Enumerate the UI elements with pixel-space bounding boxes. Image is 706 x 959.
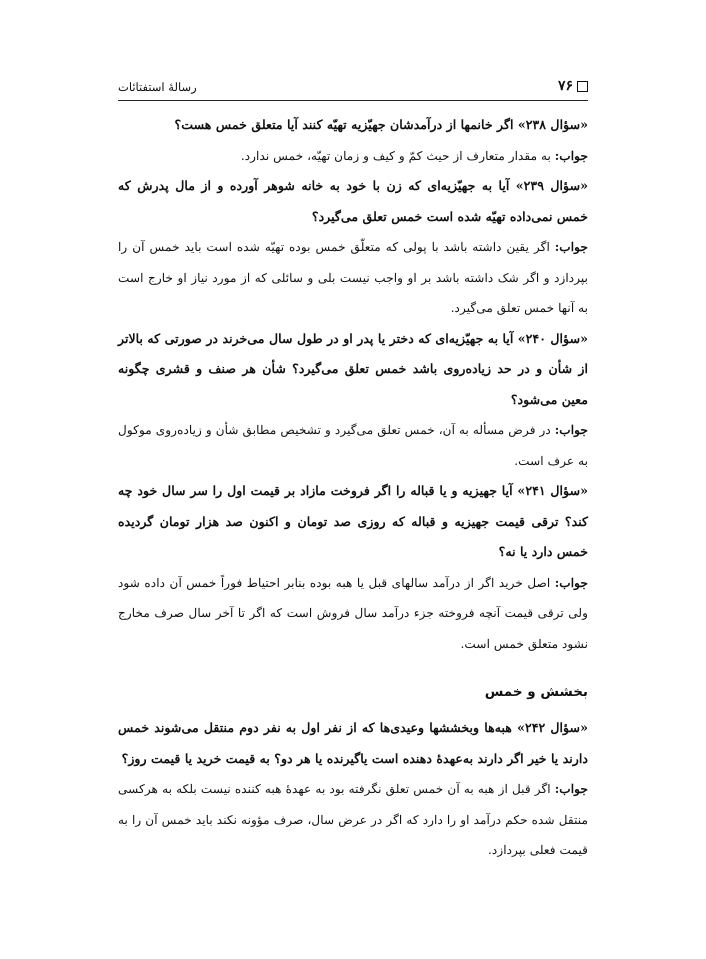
running-title: رسالهٔ استفتائات: [118, 80, 197, 94]
answer-240: [118, 415, 588, 476]
answer-238: [118, 141, 588, 172]
page-header: [118, 78, 588, 101]
answer-text: به مقدار متعارف از حیث کمّ و کیف و زمان تهیّه، خمس ندارد.: [240, 148, 555, 163]
qa-item-240: [118, 324, 588, 477]
question-240: «سؤال ٢۴٠» آیا به جهیّزیه‌ای که دختر یا پدر او در طول سال می‌خرند در صورتی که بالاتر از شأن و در حد زیاده‌روی باشد خمس تعلق می‌گیرد؟ شأن هر صنف و قشری چگونه معین می‌شود؟: [118, 330, 588, 407]
question-242: «سؤال ٢۴٢» هبه‌ها وبخششها وعیدی‌ها که از نفر اول به نفر دوم منتقل می‌شوند خمس دارند یا خیر اگر دارند به‌عهدهٔ دهنده است یاگیرنده یا هر دو؟ به قیمت خرید یا قیمت روز؟: [118, 720, 588, 766]
answer-239: [118, 232, 588, 324]
section-heading: بخشش و خمس: [484, 684, 588, 700]
qa-item-238: [118, 110, 588, 171]
answer-text: اصل خرید اگر از درآمد سالهای قبل یا هبه بوده بنابر احتیاط فوراً خمس آن داده شود ولی ترقی قیمت آنچه فروخته جزء درآمد سال فروش است که اگر تا آخر سال صرف مخارج نشود متعلق خمس است.: [118, 575, 588, 651]
answer-text: اگر قبل از هبه به آن خمس تعلق نگرفته بود به عهدهٔ هبه کننده نیست بلکه به هرکسی منتقل شده حکم درآمد او را دارد که اگر در عرض سال، صرف مؤونه نکند باید خمس آن را به قیمت فعلی بپردازد.: [118, 782, 588, 857]
answer-label: جواب:: [554, 782, 588, 796]
qa-item-242: [118, 713, 588, 866]
question-241: «سؤال ٢۴١» آیا جهیزیه و یا قباله را اگر فروخت مازاد بر قیمت اول را سر سال خود چه کند؟ ترقی قیمت جهیزیه و قباله که روزی صد تومان و اکنون صد هزار تومان گردیده خمس دارد یا نه؟: [118, 483, 588, 559]
answer-text: در فرض مسأله به آن، خمس تعلق می‌گیرد و تشخیص مطابق شأن و زیاده‌روی موکول به عرف است.: [118, 423, 588, 468]
answer-label: جواب:: [554, 240, 588, 254]
answer-label: جواب:: [554, 575, 588, 590]
square-bullet-icon: [577, 81, 588, 92]
answer-241: [118, 568, 588, 660]
answer-text: اگر یقین داشته باشد با پولی که متعلّق خمس بوده تهیّه شده است باید خمس آن را بپردازد و اگر شک داشته باشد بر او واجب نیست بلی و سائلی که از مورد نیاز او خارج است به آنها خمس تعلق می‌گیرد.: [118, 240, 588, 315]
qa-item-239: [118, 171, 588, 324]
qa-item-241: [118, 476, 588, 659]
question-238: «سؤال ٢٣٨» اگر خانمها از درآمدشان جهیّزیه تهیّه کنند آیا متعلق خمس هست؟: [174, 117, 588, 132]
answer-label: جواب:: [554, 148, 588, 163]
page-number-block: [558, 78, 588, 94]
answer-242: [118, 774, 588, 866]
question-239: «سؤال ٢٣٩» آیا به جهیّزیه‌ای که زن با خود به خانه شوهر آورده و از مال پدرش که خمس نمی‌داده تهیّه شده است خمس تعلق می‌گیرد؟: [118, 178, 588, 224]
page-body: [118, 110, 588, 866]
answer-label: جواب:: [554, 423, 588, 437]
page-number: ٧۶: [557, 78, 573, 94]
